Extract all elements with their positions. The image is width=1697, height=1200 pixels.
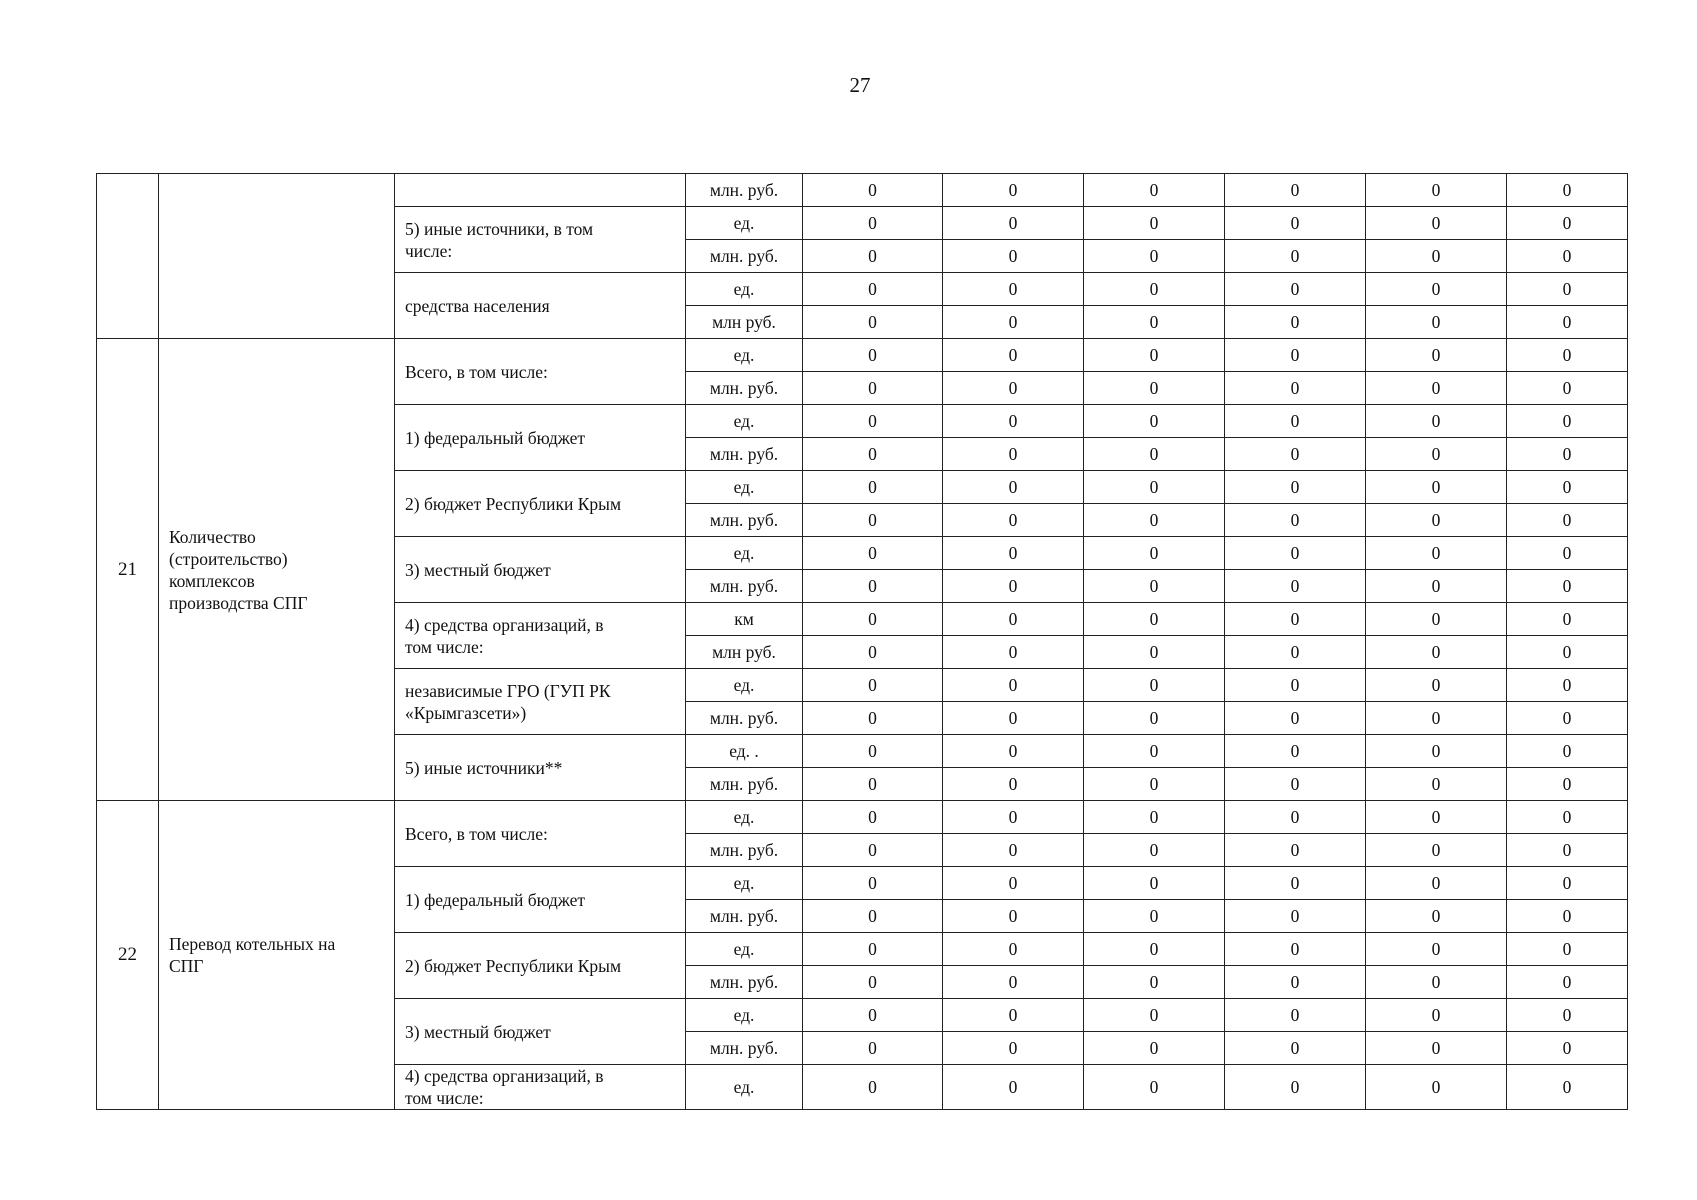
item-name-cell	[159, 339, 395, 801]
value-cell: 0	[803, 867, 943, 900]
unit-cell: млн. руб.	[686, 1032, 803, 1065]
value-cell: 0	[1225, 570, 1366, 603]
value-cell: 0	[1225, 273, 1366, 306]
value-cell: 0	[803, 669, 943, 702]
value-cell: 0	[943, 537, 1084, 570]
unit-cell: млн. руб.	[686, 570, 803, 603]
value-cell: 0	[1507, 537, 1628, 570]
value-cell: 0	[943, 405, 1084, 438]
value-cell: 0	[943, 471, 1084, 504]
unit-cell: млн. руб.	[686, 174, 803, 207]
item-name-line: Перевод котельных на	[169, 934, 336, 954]
funding-source-line: 5) иные источники, в том	[405, 218, 594, 239]
value-cell: 0	[803, 636, 943, 669]
funding-source-line: 5) иные источники**	[405, 757, 563, 778]
value-cell: 0	[803, 801, 943, 834]
funding-source-line: Всего, в том числе:	[405, 361, 548, 382]
funding-source-cell	[395, 801, 686, 867]
funding-source-cell	[395, 933, 686, 999]
unit-cell: км	[686, 603, 803, 636]
value-cell: 0	[803, 966, 943, 999]
value-cell: 0	[1084, 966, 1225, 999]
item-name-line: Количество	[169, 526, 256, 547]
value-cell: 0	[803, 504, 943, 537]
unit-cell: млн. руб.	[686, 438, 803, 471]
value-cell: 0	[1366, 174, 1507, 207]
value-cell: 0	[1225, 603, 1366, 636]
value-cell: 0	[1225, 1032, 1366, 1065]
value-cell: 0	[943, 438, 1084, 471]
funding-source-cell	[395, 669, 686, 735]
funding-source-line: «Крымгазсети»)	[405, 702, 527, 723]
value-cell: 0	[803, 702, 943, 735]
unit-cell: ед.	[686, 999, 803, 1032]
value-cell: 0	[1366, 372, 1507, 405]
value-cell: 0	[1507, 207, 1628, 240]
value-cell: 0	[803, 207, 943, 240]
value-cell: 0	[803, 405, 943, 438]
value-cell: 0	[803, 240, 943, 273]
value-cell: 0	[1084, 933, 1225, 966]
value-cell: 0	[1507, 273, 1628, 306]
funding-source-cell	[395, 603, 686, 669]
value-cell: 0	[1366, 1032, 1507, 1065]
value-cell: 0	[943, 702, 1084, 735]
value-cell: 0	[1084, 900, 1225, 933]
value-cell: 0	[1366, 735, 1507, 768]
value-cell: 0	[943, 636, 1084, 669]
data-table	[96, 173, 1628, 1110]
unit-cell: ед.	[686, 867, 803, 900]
funding-source-cell	[395, 867, 686, 933]
value-cell: 0	[1507, 1032, 1628, 1065]
item-name-line: СПГ	[169, 956, 204, 976]
item-name-line: (строительство)	[169, 548, 288, 569]
value-cell: 0	[1507, 900, 1628, 933]
value-cell: 0	[1366, 306, 1507, 339]
value-cell: 0	[1507, 405, 1628, 438]
value-cell: 0	[1084, 471, 1225, 504]
value-cell: 0	[1507, 702, 1628, 735]
value-cell: 0	[943, 768, 1084, 801]
value-cell: 0	[1225, 174, 1366, 207]
value-cell: 0	[1084, 438, 1225, 471]
value-cell: 0	[1507, 669, 1628, 702]
value-cell: 0	[1366, 999, 1507, 1032]
value-cell: 0	[1507, 471, 1628, 504]
value-cell: 0	[1225, 636, 1366, 669]
funding-source-line: 4) средства организаций, в	[405, 614, 604, 635]
unit-cell: млн. руб.	[686, 702, 803, 735]
value-cell: 0	[1225, 1065, 1366, 1110]
value-cell: 0	[1507, 1065, 1628, 1110]
value-cell: 0	[1084, 636, 1225, 669]
value-cell: 0	[943, 273, 1084, 306]
value-cell: 0	[1225, 669, 1366, 702]
value-cell: 0	[1084, 735, 1225, 768]
value-cell: 0	[1084, 1065, 1225, 1110]
value-cell: 0	[1366, 768, 1507, 801]
value-cell: 0	[1225, 306, 1366, 339]
funding-source-cell	[395, 1065, 686, 1110]
page-number: 27	[849, 73, 871, 97]
unit-cell: млн. руб.	[686, 504, 803, 537]
funding-source-cell	[395, 735, 686, 801]
unit-cell: ед.	[686, 273, 803, 306]
value-cell: 0	[803, 339, 943, 372]
value-cell: 0	[1084, 801, 1225, 834]
value-cell: 0	[1507, 504, 1628, 537]
value-cell: 0	[1084, 306, 1225, 339]
funding-source-line: том числе:	[405, 636, 484, 657]
value-cell: 0	[1225, 702, 1366, 735]
value-cell: 0	[1225, 999, 1366, 1032]
unit-cell: ед.	[686, 405, 803, 438]
value-cell: 0	[1507, 603, 1628, 636]
value-cell: 0	[803, 1065, 943, 1110]
value-cell: 0	[1225, 240, 1366, 273]
unit-cell: млн. руб.	[686, 768, 803, 801]
value-cell: 0	[1507, 438, 1628, 471]
value-cell: 0	[1507, 339, 1628, 372]
value-cell: 0	[803, 834, 943, 867]
funding-source-line: независимые ГРО (ГУП РК	[405, 680, 611, 701]
value-cell: 0	[1225, 900, 1366, 933]
unit-cell: ед.	[686, 1065, 803, 1110]
value-cell: 0	[1225, 768, 1366, 801]
value-cell: 0	[803, 603, 943, 636]
value-cell: 0	[943, 306, 1084, 339]
value-cell: 0	[1084, 570, 1225, 603]
item-number-cell: 22	[97, 801, 159, 1110]
value-cell: 0	[1366, 834, 1507, 867]
value-cell: 0	[803, 1032, 943, 1065]
value-cell: 0	[1225, 801, 1366, 834]
value-cell: 0	[1507, 801, 1628, 834]
value-cell: 0	[1507, 174, 1628, 207]
value-cell: 0	[1084, 174, 1225, 207]
value-cell: 0	[1366, 966, 1507, 999]
value-cell: 0	[1366, 438, 1507, 471]
value-cell: 0	[943, 1065, 1084, 1110]
item-name-line: производства СПГ	[169, 592, 308, 613]
unit-cell: ед.	[686, 933, 803, 966]
value-cell: 0	[803, 471, 943, 504]
value-cell: 0	[943, 933, 1084, 966]
value-cell: 0	[1366, 240, 1507, 273]
unit-cell: ед.	[686, 339, 803, 372]
unit-cell: млн. руб.	[686, 372, 803, 405]
value-cell: 0	[1507, 306, 1628, 339]
unit-cell: ед.	[686, 801, 803, 834]
value-cell: 0	[1084, 207, 1225, 240]
value-cell: 0	[1366, 207, 1507, 240]
value-cell: 0	[803, 372, 943, 405]
value-cell: 0	[1225, 471, 1366, 504]
value-cell: 0	[1225, 735, 1366, 768]
value-cell: 0	[1366, 1065, 1507, 1110]
value-cell: 0	[943, 966, 1084, 999]
unit-cell: ед.	[686, 471, 803, 504]
value-cell: 0	[943, 240, 1084, 273]
unit-cell: ед.	[686, 537, 803, 570]
value-cell: 0	[943, 900, 1084, 933]
value-cell: 0	[1084, 999, 1225, 1032]
value-cell: 0	[943, 669, 1084, 702]
funding-source-line: 1) федеральный бюджет	[405, 427, 586, 448]
value-cell: 0	[1507, 636, 1628, 669]
value-cell: 0	[1366, 669, 1507, 702]
value-cell: 0	[1507, 999, 1628, 1032]
value-cell: 0	[1507, 372, 1628, 405]
value-cell: 0	[1366, 801, 1507, 834]
funding-source-cell	[395, 471, 686, 537]
value-cell: 0	[1366, 504, 1507, 537]
unit-cell: ед.	[686, 669, 803, 702]
funding-source-cell	[395, 537, 686, 603]
value-cell: 0	[943, 174, 1084, 207]
unit-cell: млн. руб.	[686, 240, 803, 273]
value-cell: 0	[1366, 867, 1507, 900]
value-cell: 0	[1084, 834, 1225, 867]
funding-source-line: том числе:	[405, 1088, 484, 1108]
value-cell: 0	[1366, 933, 1507, 966]
value-cell: 0	[1225, 966, 1366, 999]
table-row	[97, 174, 1628, 207]
value-cell: 0	[1366, 636, 1507, 669]
unit-cell: млн. руб.	[686, 966, 803, 999]
value-cell: 0	[943, 372, 1084, 405]
value-cell: 0	[943, 207, 1084, 240]
value-cell: 0	[1507, 834, 1628, 867]
value-cell: 0	[1225, 537, 1366, 570]
funding-source-line: 1) федеральный бюджет	[405, 889, 586, 910]
value-cell: 0	[1366, 603, 1507, 636]
value-cell: 0	[1084, 273, 1225, 306]
funding-source-cell	[395, 273, 686, 339]
value-cell: 0	[803, 537, 943, 570]
value-cell: 0	[1366, 702, 1507, 735]
value-cell: 0	[943, 801, 1084, 834]
funding-source-cell	[395, 174, 686, 207]
value-cell: 0	[803, 174, 943, 207]
value-cell: 0	[803, 900, 943, 933]
value-cell: 0	[1225, 933, 1366, 966]
value-cell: 0	[1366, 273, 1507, 306]
value-cell: 0	[943, 504, 1084, 537]
value-cell: 0	[1507, 240, 1628, 273]
table-row	[97, 339, 1628, 372]
value-cell: 0	[943, 603, 1084, 636]
unit-cell: ед.	[686, 207, 803, 240]
value-cell: 0	[1084, 405, 1225, 438]
value-cell: 0	[943, 339, 1084, 372]
value-cell: 0	[1225, 372, 1366, 405]
value-cell: 0	[1084, 504, 1225, 537]
value-cell: 0	[1225, 438, 1366, 471]
value-cell: 0	[1225, 405, 1366, 438]
value-cell: 0	[1366, 537, 1507, 570]
value-cell: 0	[1084, 240, 1225, 273]
funding-source-line: 4) средства организаций, в	[405, 1066, 604, 1086]
value-cell: 0	[943, 999, 1084, 1032]
value-cell: 0	[1507, 570, 1628, 603]
value-cell: 0	[803, 273, 943, 306]
value-cell: 0	[1366, 471, 1507, 504]
funding-source-line: 2) бюджет Республики Крым	[405, 955, 622, 976]
value-cell: 0	[1225, 207, 1366, 240]
value-cell: 0	[1225, 867, 1366, 900]
value-cell: 0	[1507, 966, 1628, 999]
value-cell: 0	[1366, 900, 1507, 933]
item-name-cell	[159, 801, 395, 1110]
value-cell: 0	[803, 999, 943, 1032]
funding-source-cell	[395, 207, 686, 273]
value-cell: 0	[1366, 570, 1507, 603]
value-cell: 0	[803, 768, 943, 801]
value-cell: 0	[1507, 768, 1628, 801]
funding-source-line: средства населения	[405, 295, 550, 316]
value-cell: 0	[943, 735, 1084, 768]
value-cell: 0	[1084, 537, 1225, 570]
item-number-cell	[97, 174, 159, 339]
value-cell: 0	[1084, 339, 1225, 372]
unit-cell: млн руб.	[686, 306, 803, 339]
value-cell: 0	[1507, 867, 1628, 900]
value-cell: 0	[1366, 339, 1507, 372]
funding-source-cell	[395, 339, 686, 405]
item-name-line: комплексов	[169, 570, 255, 591]
value-cell: 0	[803, 933, 943, 966]
data-table-container	[96, 173, 1628, 1110]
value-cell: 0	[1225, 834, 1366, 867]
value-cell: 0	[803, 306, 943, 339]
unit-cell: млн. руб.	[686, 900, 803, 933]
unit-cell: млн. руб.	[686, 834, 803, 867]
value-cell: 0	[1084, 372, 1225, 405]
funding-source-line: 2) бюджет Республики Крым	[405, 493, 622, 514]
item-name-cell	[159, 174, 395, 339]
value-cell: 0	[1084, 1032, 1225, 1065]
value-cell: 0	[1084, 867, 1225, 900]
value-cell: 0	[1507, 735, 1628, 768]
item-number-cell: 21	[97, 339, 159, 801]
funding-source-line: 3) местный бюджет	[405, 1021, 551, 1042]
value-cell: 0	[943, 570, 1084, 603]
value-cell: 0	[943, 834, 1084, 867]
value-cell: 0	[1507, 933, 1628, 966]
value-cell: 0	[1084, 702, 1225, 735]
value-cell: 0	[943, 1032, 1084, 1065]
value-cell: 0	[1084, 669, 1225, 702]
value-cell: 0	[1084, 768, 1225, 801]
funding-source-line: Всего, в том числе:	[405, 823, 548, 844]
value-cell: 0	[1084, 603, 1225, 636]
value-cell: 0	[943, 867, 1084, 900]
funding-source-cell	[395, 405, 686, 471]
value-cell: 0	[1225, 339, 1366, 372]
funding-source-line: 3) местный бюджет	[405, 559, 551, 580]
value-cell: 0	[803, 735, 943, 768]
unit-cell: ед. .	[686, 735, 803, 768]
table-row	[97, 801, 1628, 834]
funding-source-line: числе:	[405, 240, 453, 261]
unit-cell: млн руб.	[686, 636, 803, 669]
value-cell: 0	[803, 438, 943, 471]
funding-source-cell	[395, 999, 686, 1065]
value-cell: 0	[803, 570, 943, 603]
value-cell: 0	[1366, 405, 1507, 438]
value-cell: 0	[1225, 504, 1366, 537]
